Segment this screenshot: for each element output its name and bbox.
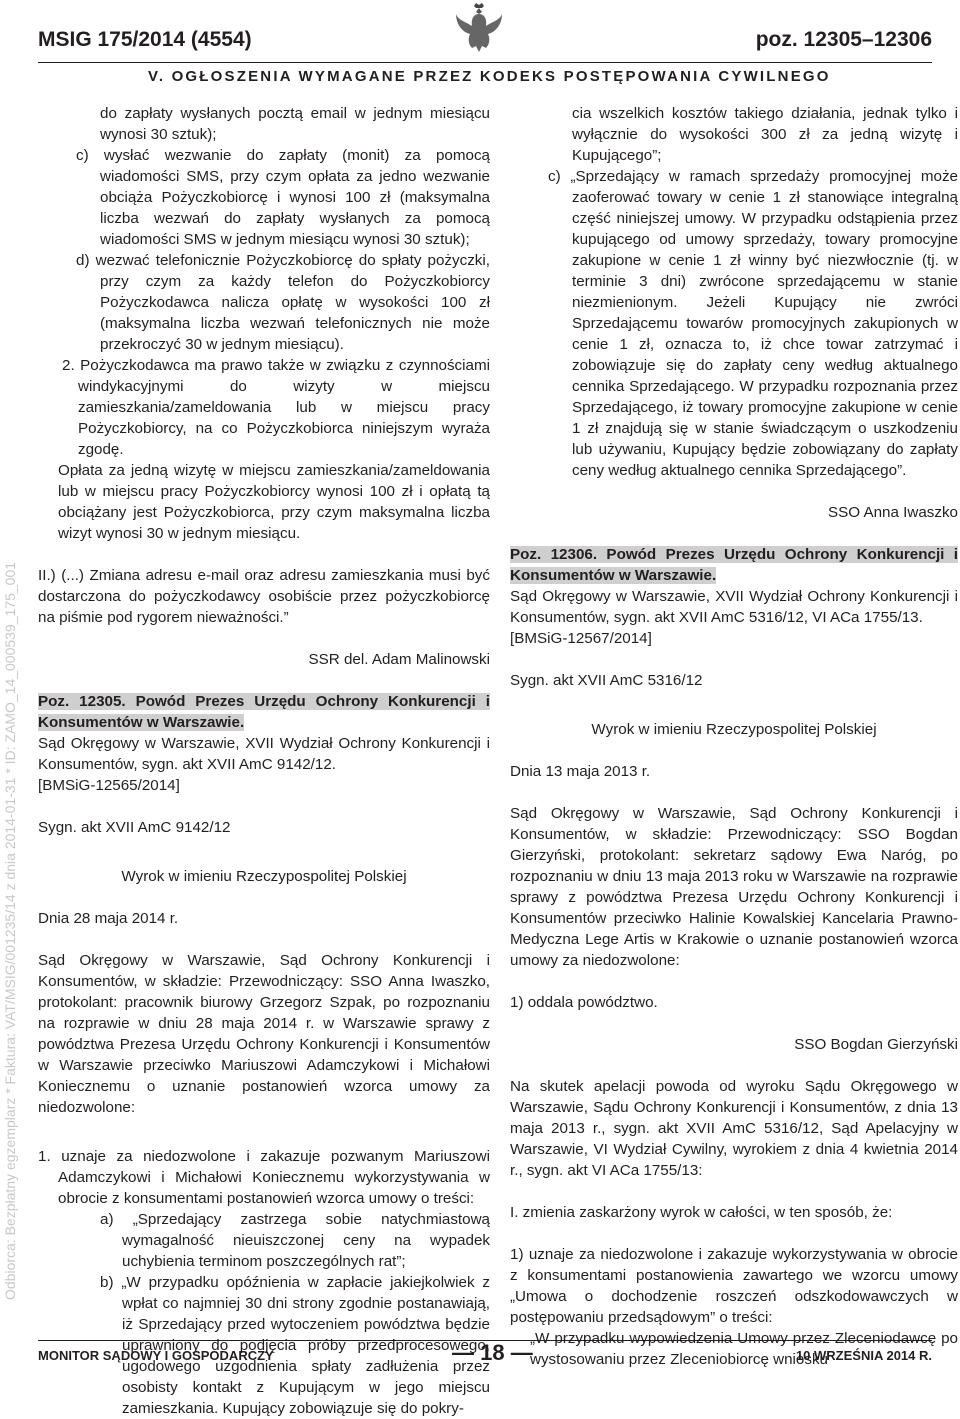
signature: SSO Anna Iwaszko <box>827 504 958 521</box>
paragraph: „W przypadku wypowiedzenia Umowy przez Zleceniodawcę po wystosowaniu przez Zleceniobiorcę wniosku <box>530 1330 958 1368</box>
verdict-title: Wyrok w imieniu Rzeczypospolitej Polskiej <box>121 868 407 885</box>
paragraph: c) wysłać wezwanie do zapłaty (monit) za pomocą wiadomości SMS, przy czym opłata za jedno wezwanie obciąża Pożyczkobiorcę i wynosi 100 zł (maksymalna liczba wezwań do zapłaty wysłanych za pomocą wiadomości SMS w jednym miesiącu wynosi 30 sztuk); <box>76 147 490 248</box>
verdict-title: Wyrok w imieniu Rzeczypospolitej Polskiej <box>591 721 877 738</box>
paragraph: Na skutek apelacji powoda od wyroku Sądu Okręgowego w Warszawie, Sądu Ochrony Konkurencji i Konsumentów, z dnia 13 maja 2013 r., sygn. akt XVII AmC 5316/12, Sąd Apelacyjny w Warszawie, VI Wydział Cywilny, wyrokiem z dnia 4 kwietnia 2014 r., sygn. akt VI ACa 1755/13: <box>510 1078 958 1179</box>
paragraph: a) „Sprzedający zastrzega sobie natychmiastową wymagalność nieuiszczonej ceny na wypadek uchybienia terminom poszczególnych rat”; <box>100 1211 490 1270</box>
eagle-emblem-icon <box>454 2 504 56</box>
court-info: Sąd Okręgowy w Warszawie, XVII Wydział Ochrony Konkurencji i Konsumentów, sygn. akt XVII AmC 5316/12, VI ACa 1755/13. <box>510 588 958 626</box>
side-watermark: Odbiorca: Bezpłatny egzemplarz * Faktura: VAT/MSIG/001235/14 z dnia 2014-01-31 * ID: ZAMO_14_000539_175_001 <box>2 561 18 1300</box>
left-column <box>38 103 490 1419</box>
entry-heading: Poz. 12306. Powód Prezes Urzędu Ochrony Konkurencji i Konsumentów w Warszawie. <box>510 546 958 584</box>
publication-date: 10 WRZEŚNIA 2014 R. <box>795 1348 932 1363</box>
entry-heading: Poz. 12305. Powód Prezes Urzędu Ochrony Konkurencji i Konsumentów w Warszawie. <box>38 693 490 731</box>
issue-number: MSIG 175/2014 (4554) <box>38 28 252 51</box>
signature: SSO Bogdan Gierzyński <box>794 1036 958 1053</box>
page-number: — 18 — <box>452 1340 533 1365</box>
paragraph: cia wszelkich kosztów takiego działania, jednak tylko i wyłącznie do wysokości 300 zł za jedną wizytę i Kupującego”; <box>572 105 958 164</box>
paragraph: 1. uznaje za niedozwolone i zakazuje pozwanym Mariuszowi Adamczykowi i Michałowi Koniecznemu wykorzystywania w obrocie z konsumentami postanowień wzorca umowy o treści: <box>38 1148 490 1207</box>
signature: SSR del. Adam Malinowski <box>308 651 490 668</box>
right-column <box>510 103 958 1370</box>
paragraph: Sąd Okręgowy w Warszawie, Sąd Ochrony Konkurencji i Konsumentów, w składzie: Przewodniczący: SSO Bogdan Gierzyński, protokolant: sekretarz sądowy Ewa Naróg, po rozpoznaniu w dniu 13 maja 2013 roku w Warszawie na rozprawie sprawy z powództwa Prezesa Urzędu Ochrony Konkurencji i Konsumentów przeciwko Halinie Kowalskiej Kancelaria Prawno-Medyczna Lege Artis w Krakowie o uznanie postanowień wzorca umowy za niedozwolone: <box>510 805 958 969</box>
paragraph: c) „Sprzedający w ramach sprzedaży promocyjnej może zaoferować towary w cenie 1 zł stanowiące integralną część niniejszej umowy. W przypadku odstąpienia przez kupującego od umowy sprzedaży, towary promocyjne zakupione w cenie 1 zł winny być niezwłocznie (tj. w terminie 3 dni) zwrócone sprzedającemu w stanie niezmienionym. Jeżeli Kupujący nie zwróci Sprzedającemu towarów promocyjnych zakupionych w cenie 1 zł, oznacza to, iż chce towar zatrzymać i zobowiązuje się do zapłaty ceny według aktualnego cennika Sprzedającego. W przypadku rozpoznania przez Sprzedającego, iż towary promocyjne zakupione w cenie 1 zł znajdują się w stanie świadczącym o uszkodzeniu lub używaniu, Kupujący będzie zobowiązany do zapłaty ceny według aktualnego cennika Sprzedającego”. <box>548 168 958 479</box>
publication-name: MONITOR SĄDOWY I GOSPODARCZY <box>38 1348 274 1363</box>
reference: [BMSiG-12565/2014] <box>38 777 180 794</box>
verdict-date: Dnia 13 maja 2013 r. <box>510 763 651 780</box>
court-info: Sąd Okręgowy w Warszawie, XVII Wydział Ochrony Konkurencji i Konsumentów, sygn. akt XVII AmC 9142/12. <box>38 735 490 773</box>
paragraph: b) „W przypadku opóźnienia w zapłacie jakiejkolwiek z wpłat co najmniej 30 dni strony zgodnie postanawiają, iż Sprzedający przed wytoczeniem powództwa będzie uprawniony do podjęcia próby przedprocesowego, ugodowego uzgodnienia spłaty zadłużenia przez osobisty kontakt z Kupującym w jego miejscu zamieszkania. Kupujący zobowiązuje się do pokry- <box>100 1274 490 1417</box>
reference: [BMSiG-12567/2014] <box>510 630 652 647</box>
paragraph: Sąd Okręgowy w Warszawie, Sąd Ochrony Konkurencji i Konsumentów, w składzie: Przewodniczący: SSO Anna Iwaszko, protokolant: pracownik biurowy Grzegorz Szpak, po rozpoznaniu na rozprawie w dniu 28 maja 2014 r. w Warszawie sprawy z powództwa Prezesa Urzędu Ochrony Konkurencji i Konsumentów w Warszawie przeciwko Mariuszowi Adamczykowi i Michałowi Koniecznemu o uznanie postanowień wzorca umowy za niedozwolone: <box>38 952 490 1116</box>
paragraph: 1) oddala powództwo. <box>510 994 658 1011</box>
case-signature: Sygn. akt XVII AmC 5316/12 <box>510 672 703 689</box>
position-range: poz. 12305–12306 <box>755 28 932 51</box>
paragraph: do zapłaty wysłanych pocztą email w jednym miesiącu wynosi 30 sztuk); <box>100 105 490 143</box>
case-signature: Sygn. akt XVII AmC 9142/12 <box>38 819 231 836</box>
verdict-date: Dnia 28 maja 2014 r. <box>38 910 179 927</box>
paragraph: 1) uznaje za niedozwolone i zakazuje wykorzystywania w obrocie z konsumentami postanowienia zawartego we wzorcu umowy „Umowa o dochodzenie roszczeń odszkodowawczych w postępowaniu przedsądowym” o treści: <box>510 1246 958 1326</box>
paragraph: II.) (...) Zmiana adresu e-mail oraz adresu zamieszkania musi być dostarczona do pożyczkodawcy osobiście przez pożyczkobiorcę na piśmie pod rygorem nieważności.” <box>38 567 490 626</box>
paragraph: Opłata za jedną wizytę w miejscu zamieszkania/zameldowania lub w miejscu pracy Pożyczkobiorcy wynosi 100 zł i opłatą tą obciążany jest Pożyczkobiorca, przy czym maksymalna liczba wizyt wynosi 30 w jednym miesiącu. <box>58 462 490 542</box>
section-title: V. OGŁOSZENIA WYMAGANE PRZEZ KODEKS POSTĘPOWANIA CYWILNEGO <box>148 68 831 85</box>
header-divider <box>38 62 932 63</box>
paragraph: d) wezwać telefonicznie Pożyczkobiorcę do spłaty pożyczki, przy czym za każdy telefon do Pożyczkobiorcy Pożyczkodawca nalicza opłatę w wysokości 100 zł (maksymalna liczba wezwań telefonicznych nie może przekroczyć 30 w jednym miesiącu). <box>76 252 490 353</box>
paragraph: I. zmienia zaskarżony wyrok w całości, w ten sposób, że: <box>510 1204 893 1221</box>
paragraph: 2. Pożyczkodawca ma prawo także w związku z czynnościami windykacyjnymi do wizyty w miejscu zamieszkania/zameldowania lub w miejscu pracy Pożyczkobiorcy, na co Pożyczkobiorca niniejszym wyraża zgodę. <box>62 357 490 458</box>
